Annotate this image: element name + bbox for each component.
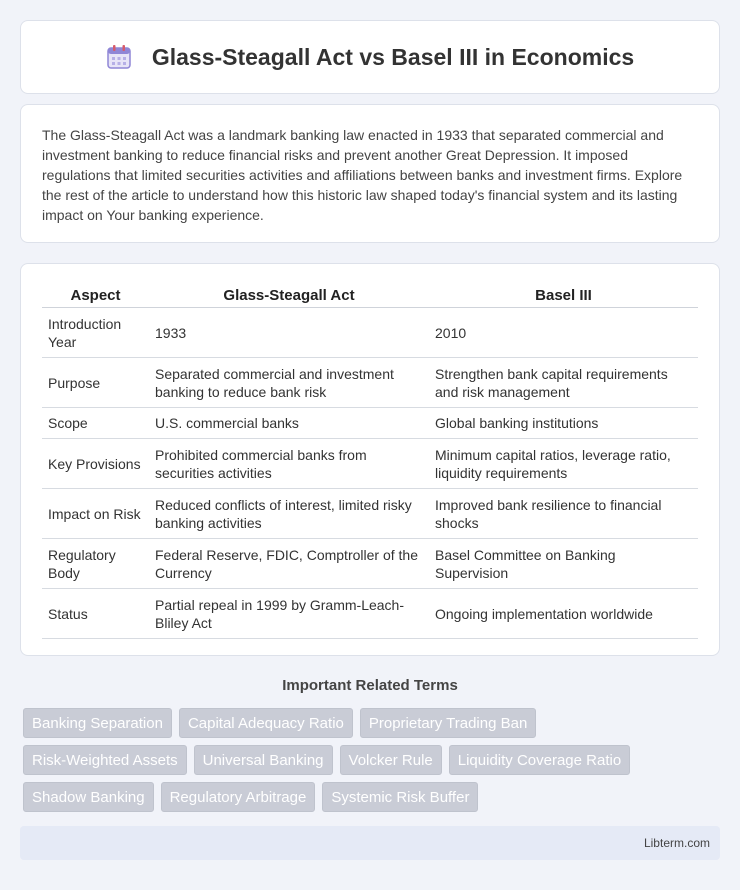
term-chip[interactable]: Systemic Risk Buffer	[322, 782, 478, 812]
basel-iii-cell: Basel Committee on Banking Supervision	[429, 539, 698, 589]
intro-card	[20, 104, 720, 243]
related-terms-list	[23, 708, 723, 819]
term-chip[interactable]: Universal Banking	[194, 745, 333, 775]
glass-steagall-cell: Reduced conflicts of interest, limited risky banking activities	[149, 489, 429, 539]
comparison-table	[42, 284, 698, 639]
header-aspect: Aspect	[42, 284, 149, 308]
aspect-cell: Scope	[42, 408, 149, 439]
glass-steagall-cell: Partial repeal in 1999 by Gramm-Leach-Bliley Act	[149, 589, 429, 639]
aspect-cell: Regulatory Body	[42, 539, 149, 589]
term-chip[interactable]: Liquidity Coverage Ratio	[449, 745, 630, 775]
term-chip[interactable]: Proprietary Trading Ban	[360, 708, 536, 738]
aspect-cell: Purpose	[42, 358, 149, 408]
basel-iii-cell: Strengthen bank capital requirements and risk management	[429, 358, 698, 408]
chip-row	[23, 745, 723, 775]
title-card	[20, 20, 720, 94]
aspect-cell: Key Provisions	[42, 439, 149, 489]
footer	[20, 826, 720, 860]
aspect-cell: Status	[42, 589, 149, 639]
basel-iii-cell: Improved bank resilience to financial shocks	[429, 489, 698, 539]
glass-steagall-cell: U.S. commercial banks	[149, 408, 429, 439]
term-chip[interactable]: Risk-Weighted Assets	[23, 745, 187, 775]
term-chip[interactable]: Capital Adequacy Ratio	[179, 708, 353, 738]
table-row	[42, 358, 698, 408]
chip-row	[23, 708, 723, 738]
basel-iii-cell: Ongoing implementation worldwide	[429, 589, 698, 639]
table-header-row	[42, 284, 698, 308]
glass-steagall-cell: Separated commercial and investment banking to reduce bank risk	[149, 358, 429, 408]
glass-steagall-cell: Federal Reserve, FDIC, Comptroller of the Currency	[149, 539, 429, 589]
basel-iii-cell: 2010	[429, 308, 698, 358]
glass-steagall-cell: 1933	[149, 308, 429, 358]
table-row	[42, 489, 698, 539]
term-chip[interactable]: Banking Separation	[23, 708, 172, 738]
header-glass-steagall: Glass-Steagall Act	[149, 284, 429, 308]
table-row	[42, 539, 698, 589]
basel-iii-cell: Global banking institutions	[429, 408, 698, 439]
intro-paragraph: The Glass-Steagall Act was a landmark banking law enacted in 1933 that separated commercial and investment banking to reduce financial risks and prevent another Great Depression. It imposed regulations that limited securities activities and affiliations between banks and investment firms. Explore the rest of the article to understand how this historic law shaped today's financial system and its lasting impact on Your banking experience.	[42, 127, 683, 223]
term-chip[interactable]: Volcker Rule	[340, 745, 442, 775]
comparison-card	[20, 263, 720, 656]
basel-iii-cell: Minimum capital ratios, leverage ratio, liquidity requirements	[429, 439, 698, 489]
table-row	[42, 308, 698, 358]
page-title: Glass-Steagall Act vs Basel III in Economics	[151, 43, 635, 70]
table-row	[42, 589, 698, 639]
table-row	[42, 439, 698, 489]
term-chip[interactable]: Regulatory Arbitrage	[161, 782, 316, 812]
header-basel-iii: Basel III	[429, 284, 698, 308]
aspect-cell: Impact on Risk	[42, 489, 149, 539]
footer-site-link[interactable]: Libterm.com	[643, 836, 710, 850]
glass-steagall-cell: Prohibited commercial banks from securities activities	[149, 439, 429, 489]
calendar-icon	[106, 44, 132, 70]
aspect-cell: Introduction Year	[42, 308, 149, 358]
table-row	[42, 408, 698, 439]
chip-row	[23, 782, 723, 812]
related-terms-title: Important Related Terms	[282, 677, 458, 694]
term-chip[interactable]: Shadow Banking	[23, 782, 154, 812]
